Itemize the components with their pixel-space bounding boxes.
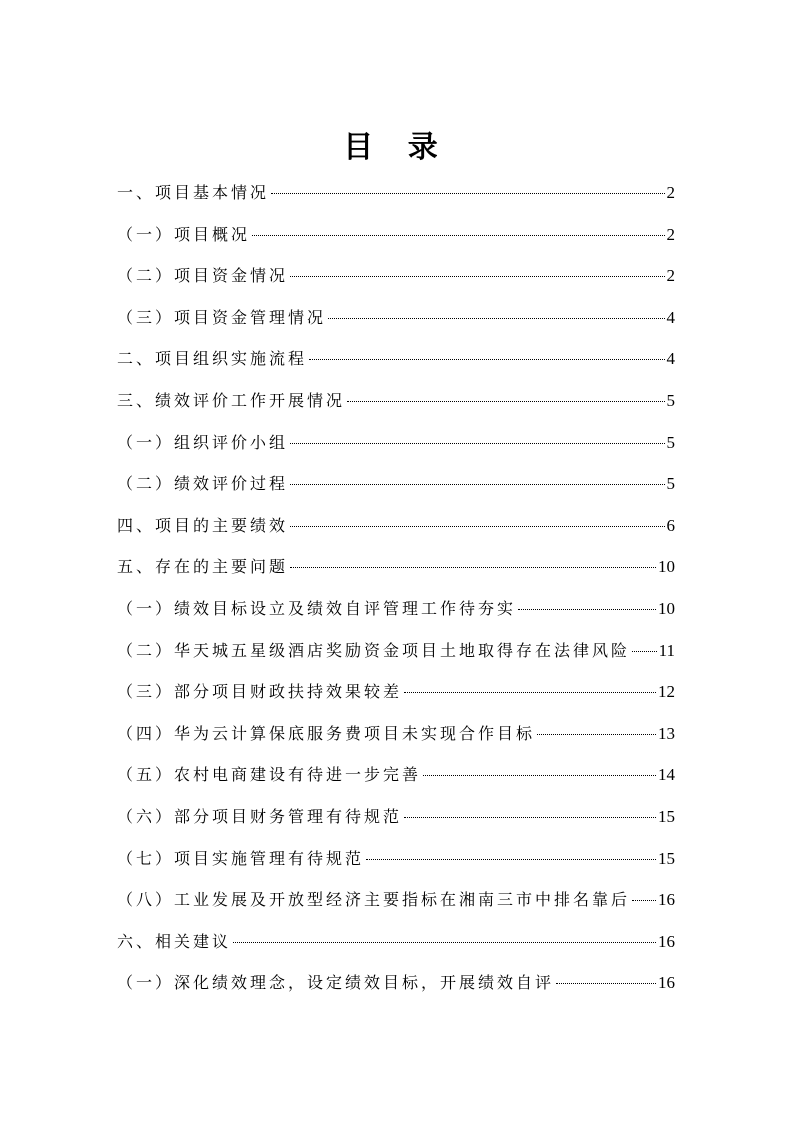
toc-entry[interactable] [117, 422, 675, 464]
dot-leader [537, 734, 656, 735]
toc-entry-text: （二）绩效评价过程 [117, 474, 289, 494]
page-title: 目 录 [343, 130, 450, 165]
toc-page-number: 2 [666, 224, 675, 244]
toc-entry-text: （七）项目实施管理有待规范 [117, 848, 365, 868]
toc-entry[interactable] [117, 380, 675, 422]
dot-leader [404, 817, 656, 818]
toc-page-number: 4 [666, 307, 675, 327]
dot-leader [366, 859, 656, 860]
toc-entry[interactable] [117, 588, 675, 630]
toc-entry[interactable] [117, 463, 675, 505]
toc-entry[interactable] [117, 505, 675, 547]
toc-entry-text: （三）项目资金管理情况 [117, 307, 327, 327]
toc-entry-text: 六、相关建议 [117, 931, 232, 951]
dot-leader [252, 235, 664, 236]
toc-entry-text: （二）项目资金情况 [117, 266, 289, 286]
dot-leader [518, 609, 656, 610]
toc-page-number: 2 [666, 266, 675, 286]
toc-entry[interactable] [117, 796, 675, 838]
toc-entry-text: （三）部分项目财政扶持效果较差 [117, 682, 403, 702]
toc-page-number: 14 [658, 765, 675, 785]
toc-entry-text: （四）华为云计算保底服务费项目未实现合作目标 [117, 723, 536, 743]
toc-page-number: 15 [658, 806, 675, 826]
dot-leader [290, 484, 664, 485]
toc-entry[interactable] [117, 838, 675, 880]
toc-entry-text: 五、存在的主要问题 [117, 557, 289, 577]
toc-entry-text: （六）部分项目财务管理有待规范 [117, 806, 403, 826]
toc-page-number: 16 [658, 973, 675, 993]
dot-leader [290, 276, 664, 277]
toc-entry-text: （八）工业发展及开放型经济主要指标在湘南三市中排名靠后 [117, 890, 631, 910]
toc-page-number: 5 [666, 474, 675, 494]
toc-page-number: 6 [666, 515, 675, 535]
toc-entry-text: 二、项目组织实施流程 [117, 349, 308, 369]
dot-leader [290, 526, 664, 527]
toc-entry[interactable] [117, 671, 675, 713]
toc-entry[interactable] [117, 172, 675, 214]
dot-leader [309, 359, 664, 360]
toc-page-number: 10 [658, 598, 675, 618]
dot-leader [404, 692, 656, 693]
toc-entry[interactable] [117, 255, 675, 297]
toc-entry[interactable] [117, 546, 675, 588]
toc-entry-text: （五）农村电商建设有待进一步完善 [117, 765, 422, 785]
toc-entry[interactable] [117, 297, 675, 339]
toc-page-number: 15 [658, 848, 675, 868]
toc-entry-text: 一、项目基本情况 [117, 183, 270, 202]
toc-entry[interactable] [117, 921, 675, 963]
dot-leader [423, 775, 656, 776]
table-of-contents [117, 172, 675, 1004]
toc-entry-text: （一）项目概况 [117, 224, 251, 244]
toc-page-number: 13 [658, 723, 675, 743]
toc-entry-text: 四、项目的主要绩效 [117, 515, 289, 535]
toc-entry[interactable] [117, 713, 675, 755]
toc-page-number: 16 [658, 890, 675, 910]
toc-entry[interactable] [117, 754, 675, 796]
toc-page-number: 5 [666, 390, 675, 410]
toc-page-number: 16 [658, 931, 675, 951]
toc-entry[interactable] [117, 962, 675, 1004]
dot-leader [233, 942, 656, 943]
dot-leader [632, 651, 657, 652]
dot-leader [328, 318, 664, 319]
toc-page-number: 10 [658, 557, 675, 577]
toc-entry-text: （一）深化绩效理念，设定绩效目标，开展绩效自评 [117, 973, 555, 993]
toc-page-number: 11 [658, 640, 675, 660]
dot-leader [556, 983, 656, 984]
dot-leader [290, 443, 664, 444]
dot-leader [271, 193, 664, 194]
dot-leader [290, 567, 656, 568]
toc-entry-text: 三、绩效评价工作开展情况 [117, 390, 346, 410]
toc-page-number: 4 [666, 349, 675, 369]
dot-leader [347, 401, 664, 402]
dot-leader [632, 900, 656, 901]
toc-entry-text: （一）组织评价小组 [117, 432, 289, 452]
toc-entry-text: （一）绩效目标设立及绩效自评管理工作待夯实 [117, 598, 517, 618]
toc-page-number: 2 [666, 183, 675, 202]
toc-page-number: 12 [658, 682, 675, 702]
toc-entry-text: （二）华天城五星级酒店奖励资金项目土地取得存在法律风险 [117, 640, 631, 660]
toc-entry[interactable] [117, 879, 675, 921]
toc-entry[interactable] [117, 630, 675, 672]
toc-entry[interactable] [117, 338, 675, 380]
toc-page-number: 5 [666, 432, 675, 452]
toc-entry[interactable] [117, 214, 675, 256]
